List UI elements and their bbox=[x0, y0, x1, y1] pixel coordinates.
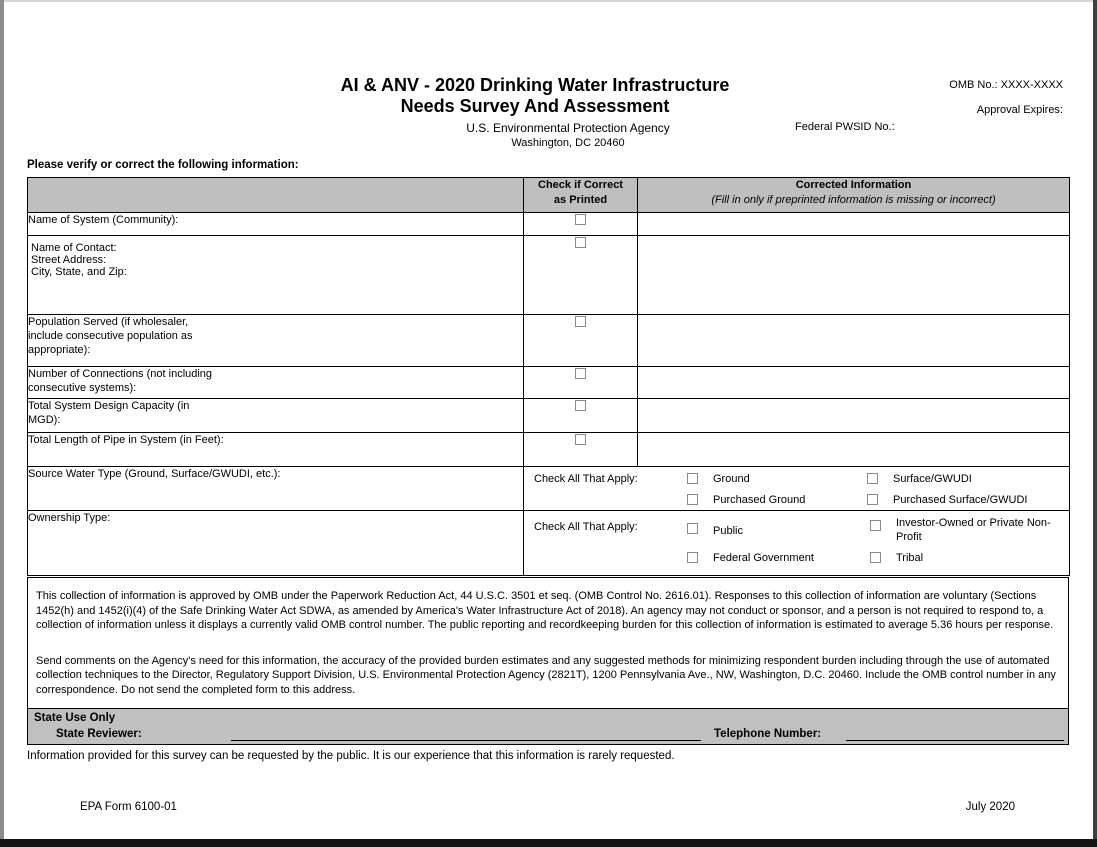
source-purchased-surface-gwudi-label: Purchased Surface/GWUDI bbox=[893, 494, 1028, 506]
checkbox-population-correct[interactable] bbox=[575, 316, 586, 327]
header-check-col bbox=[524, 178, 638, 213]
checkbox-ownership-public[interactable] bbox=[687, 523, 698, 534]
ownership-tribal-label: Tribal bbox=[896, 552, 924, 564]
telephone-number-label: Telephone Number: bbox=[714, 728, 822, 740]
header-corrected-col bbox=[638, 178, 1070, 213]
source-ground-label: Ground bbox=[713, 473, 750, 485]
checkbox-capacity-correct[interactable] bbox=[575, 400, 586, 411]
page-edge-right bbox=[1093, 0, 1097, 847]
checkbox-pipe-length-correct[interactable] bbox=[575, 434, 586, 445]
checkbox-source-purchased-surface-gwudi[interactable] bbox=[867, 494, 878, 505]
checkbox-ownership-tribal[interactable] bbox=[870, 552, 881, 563]
form-title-line1: AI & ANV - 2020 Drinking Water Infrastructure bbox=[340, 75, 730, 95]
source-surface-gwudi-label: Surface/GWUDI bbox=[893, 473, 972, 485]
comments-paragraph: Send comments on the Agency's need for this information, the accuracy of the provided burden estimates and any suggested methods for minimizing respondent burden including through the use of automated collection techniques to the Director, Regulatory Support Division, U.S. Environmental Protection Agency (2821T), 1200 Pennsylvania Ave., NW, Washington, D.C. 20460. Include the OMB control number in any correspondence. Do not send the completed form to this address. bbox=[36, 654, 1056, 696]
omb-number: OMB No.: XXXX-XXXX bbox=[949, 79, 1063, 91]
ownership-federal-label: Federal Government bbox=[713, 552, 814, 564]
corrected-capacity-field[interactable] bbox=[638, 399, 1070, 433]
checkbox-contact-correct[interactable] bbox=[575, 237, 586, 248]
header-blank-cell bbox=[28, 178, 524, 213]
city-state-zip-label: City, State, and Zip: bbox=[31, 266, 127, 278]
capacity-label: Total System Design Capacity (in MGD): bbox=[28, 400, 190, 426]
checkbox-ownership-investor-owned[interactable] bbox=[870, 520, 881, 531]
form-title bbox=[0, 75, 1070, 117]
checkbox-source-purchased-ground[interactable] bbox=[687, 494, 698, 505]
agency-name: U.S. Environmental Protection Agency bbox=[466, 121, 670, 135]
omb-approval-paragraph: This collection of information is approved by OMB under the Paperwork Reduction Act, 44 U.S.C. 3501 et seq. (OMB Control No. 2616.01). Responses to this collection of information are voluntary (Sections 1452(h) and 1452(i)(4) of the Safe Drinking Water Act SDWA, as amended by America's Water Infrastructure Act of 2018). An agency may not conduct or sponsor, and a person is not required to respond to, a collection of information unless it displays a currently valid OMB control number. The public reporting and recordkeeping burden for this collection of information is estimated to average 5.36 hours per response. bbox=[36, 590, 1054, 632]
check-col-label-line2: as Printed bbox=[553, 194, 608, 206]
epa-form-number: EPA Form 6100-01 bbox=[80, 801, 177, 813]
checkbox-connections-correct[interactable] bbox=[575, 368, 586, 379]
corrected-col-subtitle: (Fill in only if preprinted information is missing or incorrect) bbox=[711, 194, 996, 206]
ownership-public-label: Public bbox=[713, 525, 743, 537]
state-reviewer-label: State Reviewer: bbox=[56, 728, 142, 740]
row-ownership bbox=[28, 511, 1070, 576]
row-name-of-system bbox=[28, 213, 1070, 236]
pipe-length-label: Total Length of Pipe in System (in Feet): bbox=[28, 434, 224, 446]
row-contact bbox=[28, 236, 1070, 315]
population-label: Population Served (if wholesaler, include consecutive population as appropriate): bbox=[28, 316, 193, 356]
checkbox-source-ground[interactable] bbox=[687, 473, 698, 484]
name-of-system-label: Name of System (Community): bbox=[28, 213, 524, 236]
ownership-check-all-label: Check All That Apply: bbox=[534, 521, 638, 533]
check-col-label-line1: Check if Correct bbox=[538, 179, 623, 191]
source-purchased-ground-label: Purchased Ground bbox=[713, 494, 806, 506]
omb-block bbox=[949, 79, 1063, 116]
ownership-investor-owned-label: Investor-Owned or Private Non-Profit bbox=[896, 517, 1051, 543]
corrected-name-of-system-field[interactable] bbox=[638, 213, 1070, 236]
name-of-contact-label: Name of Contact: bbox=[31, 242, 117, 254]
federal-pwsid-label: Federal PWSID No.: bbox=[795, 121, 895, 133]
ownership-label: Ownership Type: bbox=[28, 511, 524, 576]
row-pipe-length bbox=[28, 433, 1070, 467]
source-water-check-all-label: Check All That Apply: bbox=[534, 473, 638, 485]
verify-instruction: Please verify or correct the following information: bbox=[27, 159, 299, 171]
corrected-population-field[interactable] bbox=[638, 315, 1070, 367]
state-use-only-title: State Use Only bbox=[34, 712, 116, 724]
corrected-col-title: Corrected Information bbox=[795, 179, 912, 191]
state-reviewer-field[interactable] bbox=[231, 740, 701, 741]
row-source-water bbox=[28, 467, 1070, 511]
telephone-number-field[interactable] bbox=[846, 740, 1064, 741]
page-edge-left bbox=[0, 0, 4, 847]
form-date: July 2020 bbox=[965, 801, 1015, 813]
street-address-label: Street Address: bbox=[31, 254, 107, 266]
page-edge-top bbox=[0, 0, 1097, 2]
form-table bbox=[27, 177, 1070, 576]
ownership-options-cell bbox=[524, 511, 1070, 576]
checkbox-name-of-system-correct[interactable] bbox=[575, 214, 586, 225]
corrected-connections-field[interactable] bbox=[638, 367, 1070, 399]
approval-expires-label: Approval Expires: bbox=[976, 104, 1063, 116]
source-water-label: Source Water Type (Ground, Surface/GWUDI, etc.): bbox=[28, 467, 524, 511]
page-edge-bottom bbox=[0, 839, 1097, 847]
agency-city: Washington, DC 20460 bbox=[511, 137, 625, 149]
corrected-contact-field[interactable] bbox=[638, 236, 1070, 315]
table-header-row bbox=[28, 178, 1070, 213]
paperwork-notice-box bbox=[27, 577, 1069, 745]
form-title-line2: Needs Survey And Assessment bbox=[400, 96, 670, 116]
checkbox-ownership-federal[interactable] bbox=[687, 552, 698, 563]
public-request-note: Information provided for this survey can be requested by the public. It is our experience that this information is rarely requested. bbox=[27, 750, 675, 762]
checkbox-source-surface-gwudi[interactable] bbox=[867, 473, 878, 484]
state-use-only-section bbox=[28, 708, 1068, 744]
row-population bbox=[28, 315, 1070, 367]
contact-labels bbox=[28, 236, 523, 287]
row-connections bbox=[28, 367, 1070, 399]
corrected-pipe-length-field[interactable] bbox=[638, 433, 1070, 467]
row-capacity bbox=[28, 399, 1070, 433]
source-water-options-cell bbox=[524, 467, 1070, 511]
connections-label: Number of Connections (not including consecutive systems): bbox=[28, 368, 213, 394]
